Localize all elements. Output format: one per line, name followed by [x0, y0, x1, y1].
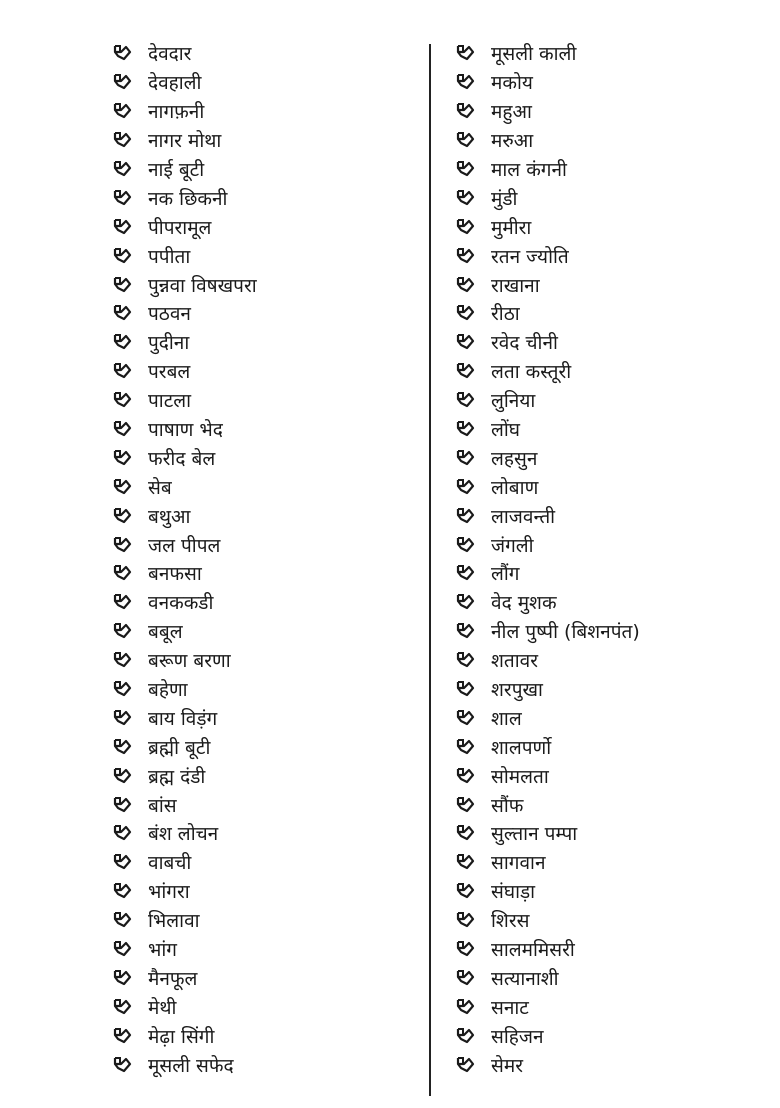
plant-name: सुल्तान पम्पा — [491, 823, 578, 846]
plant-name: वनककडी — [148, 592, 214, 615]
list-item — [455, 386, 640, 415]
list-item — [455, 328, 640, 357]
plant-name: जंगली — [491, 534, 534, 557]
list-item — [112, 501, 257, 530]
plant-name: मुमीरा — [491, 216, 532, 239]
list-item — [455, 588, 640, 617]
list-item — [455, 183, 640, 212]
pointing-arrow-icon — [455, 563, 477, 583]
plant-name: नाई बूटी — [148, 159, 205, 181]
pointing-arrow-icon — [455, 72, 477, 92]
plant-name: सत्यानाशी — [491, 967, 559, 990]
list-item — [455, 964, 640, 993]
pointing-arrow-icon — [112, 332, 134, 352]
pointing-arrow-icon — [455, 650, 477, 670]
plant-name: नागफ़नी — [148, 101, 205, 124]
pointing-arrow-icon — [455, 188, 477, 208]
column-divider — [429, 44, 431, 1096]
pointing-arrow-icon — [455, 217, 477, 237]
pointing-arrow-icon — [455, 795, 477, 815]
pointing-arrow-icon — [112, 592, 134, 612]
pointing-arrow-icon — [455, 823, 477, 843]
list-item — [455, 212, 640, 241]
pointing-arrow-icon — [455, 621, 477, 641]
pointing-arrow-icon — [112, 275, 134, 295]
plant-name: पठवन — [148, 303, 191, 326]
plant-name: देवदार — [148, 43, 192, 66]
list-item — [112, 472, 257, 501]
pointing-arrow-icon — [455, 592, 477, 612]
list-item — [455, 675, 640, 704]
plant-name: सागवान — [491, 852, 546, 875]
list-item — [112, 415, 257, 444]
list-item — [455, 992, 640, 1021]
list-item — [112, 559, 257, 588]
pointing-arrow-icon — [112, 708, 134, 728]
pointing-arrow-icon — [455, 939, 477, 959]
plant-name: बांस — [148, 794, 177, 817]
list-item — [112, 761, 257, 790]
plant-name: राखाना — [491, 274, 540, 297]
pointing-arrow-icon — [112, 448, 134, 468]
list-item — [455, 877, 640, 906]
list-item — [112, 126, 257, 155]
list-item — [112, 183, 257, 212]
pointing-arrow-icon — [112, 130, 134, 150]
pointing-arrow-icon — [455, 881, 477, 901]
list-item — [455, 241, 640, 270]
plant-name: पुन्नवा विषखपरा — [148, 274, 257, 297]
list-item — [112, 646, 257, 675]
pointing-arrow-icon — [455, 535, 477, 555]
pointing-arrow-icon — [455, 506, 477, 526]
plant-name: भांग — [148, 939, 177, 962]
plant-name: बनफसा — [148, 563, 202, 586]
list-item — [112, 790, 257, 819]
plant-name: सोमलता — [491, 765, 549, 788]
pointing-arrow-icon — [455, 419, 477, 439]
plant-name: बरूण बरणा — [148, 650, 231, 673]
pointing-arrow-icon — [455, 708, 477, 728]
list-item — [112, 386, 257, 415]
list-item — [455, 761, 640, 790]
list-item — [455, 790, 640, 819]
pointing-arrow-icon — [112, 217, 134, 237]
plant-name: ब्रह्म दंडी — [148, 765, 206, 788]
pointing-arrow-icon — [112, 852, 134, 872]
list-item — [455, 530, 640, 559]
plant-name: नागर मोथा — [148, 130, 222, 153]
plant-name: सेब — [148, 476, 172, 499]
pointing-arrow-icon — [112, 737, 134, 757]
pointing-arrow-icon — [455, 968, 477, 988]
list-item — [112, 675, 257, 704]
list-item — [112, 155, 257, 184]
plant-name: शतावर — [491, 650, 539, 673]
list-item — [455, 906, 640, 935]
plant-name: जल पीपल — [148, 534, 221, 557]
pointing-arrow-icon — [112, 1055, 134, 1075]
pointing-arrow-icon — [112, 823, 134, 843]
plant-name: शाल — [491, 707, 522, 730]
list-item — [455, 848, 640, 877]
list-item — [455, 155, 640, 184]
pointing-arrow-icon — [112, 1026, 134, 1046]
pointing-arrow-icon — [455, 159, 477, 179]
plant-name: लोंघ — [491, 419, 521, 442]
list-item — [112, 964, 257, 993]
list-item — [112, 848, 257, 877]
plant-name: सनाट — [491, 996, 529, 1019]
pointing-arrow-icon — [112, 910, 134, 930]
list-item — [455, 68, 640, 97]
pointing-arrow-icon — [455, 246, 477, 266]
pointing-arrow-icon — [455, 1026, 477, 1046]
pointing-arrow-icon — [112, 535, 134, 555]
right-plant-list — [455, 39, 640, 1079]
plant-name: बथुआ — [148, 505, 191, 528]
list-item — [112, 299, 257, 328]
plant-name: लौंग — [491, 563, 520, 586]
plant-name: नील पुष्पी (बिशनपंत) — [491, 621, 640, 644]
list-item — [112, 212, 257, 241]
pointing-arrow-icon — [112, 361, 134, 381]
pointing-arrow-icon — [112, 563, 134, 583]
plant-name: भिलावा — [148, 910, 200, 933]
list-item — [455, 97, 640, 126]
plant-name: फरीद बेल — [148, 447, 216, 470]
pointing-arrow-icon — [112, 795, 134, 815]
plant-name: लाजवन्ती — [491, 505, 556, 528]
list-item — [112, 732, 257, 761]
plant-name: पाषाण भेद — [148, 419, 223, 442]
list-item — [455, 501, 640, 530]
list-item — [455, 443, 640, 472]
plant-name: परबल — [148, 361, 191, 384]
list-item — [112, 1050, 257, 1079]
plant-name: बहेणा — [148, 679, 188, 702]
list-item — [112, 935, 257, 964]
pointing-arrow-icon — [112, 390, 134, 410]
plant-name: सौंफ — [491, 794, 524, 817]
plant-name: संघाड़ा — [491, 881, 536, 904]
plant-name: सहिजन — [491, 1025, 544, 1048]
pointing-arrow-icon — [455, 910, 477, 930]
pointing-arrow-icon — [455, 737, 477, 757]
pointing-arrow-icon — [455, 303, 477, 323]
plant-name: लता कस्तूरी — [491, 361, 572, 384]
pointing-arrow-icon — [112, 939, 134, 959]
list-item — [112, 39, 257, 68]
plant-name: शिरस — [491, 910, 530, 933]
plant-name: रतन ज्योति — [491, 245, 569, 268]
pointing-arrow-icon — [112, 101, 134, 121]
plant-name: पीपरामूल — [148, 216, 212, 239]
list-item — [455, 270, 640, 299]
plant-name: नक छिकनी — [148, 187, 228, 210]
pointing-arrow-icon — [455, 275, 477, 295]
pointing-arrow-icon — [112, 650, 134, 670]
list-item — [455, 703, 640, 732]
pointing-arrow-icon — [455, 997, 477, 1017]
pointing-arrow-icon — [455, 43, 477, 63]
pointing-arrow-icon — [455, 679, 477, 699]
plant-name: मेढ़ा सिंगी — [148, 1025, 215, 1048]
plant-name: मूसली सफेद — [148, 1054, 234, 1077]
plant-name: वेद मुशक — [491, 592, 557, 615]
list-item — [112, 588, 257, 617]
list-item — [112, 906, 257, 935]
list-item — [112, 443, 257, 472]
left-plant-list — [112, 39, 257, 1079]
plant-name: बबूल — [148, 621, 183, 644]
pointing-arrow-icon — [455, 361, 477, 381]
pointing-arrow-icon — [112, 679, 134, 699]
pointing-arrow-icon — [112, 72, 134, 92]
list-item — [112, 819, 257, 848]
plant-name: रवेद चीनी — [491, 332, 558, 355]
list-item — [112, 328, 257, 357]
pointing-arrow-icon — [112, 881, 134, 901]
plant-name: मेथी — [148, 996, 177, 1019]
list-item — [455, 732, 640, 761]
list-item — [455, 559, 640, 588]
plant-name: भांगरा — [148, 881, 190, 904]
plant-name: सेमर — [491, 1054, 523, 1077]
plant-name: मकोय — [491, 72, 533, 95]
list-item — [112, 1021, 257, 1050]
pointing-arrow-icon — [112, 506, 134, 526]
list-item — [112, 617, 257, 646]
pointing-arrow-icon — [455, 130, 477, 150]
list-item — [455, 415, 640, 444]
list-item — [112, 270, 257, 299]
pointing-arrow-icon — [455, 852, 477, 872]
list-item — [112, 877, 257, 906]
pointing-arrow-icon — [112, 159, 134, 179]
list-item — [455, 1050, 640, 1079]
pointing-arrow-icon — [455, 448, 477, 468]
pointing-arrow-icon — [112, 968, 134, 988]
plant-name: पुदीना — [148, 332, 190, 355]
plant-name: शालपर्णो — [491, 736, 552, 759]
list-item — [455, 935, 640, 964]
plant-name: मैनफूल — [148, 967, 198, 990]
plant-name: महुआ — [491, 101, 532, 124]
pointing-arrow-icon — [112, 766, 134, 786]
list-item — [112, 357, 257, 386]
plant-name: बाय विड़ंग — [148, 707, 218, 730]
pointing-arrow-icon — [455, 477, 477, 497]
pointing-arrow-icon — [112, 419, 134, 439]
pointing-arrow-icon — [112, 621, 134, 641]
pointing-arrow-icon — [455, 332, 477, 352]
list-item — [455, 39, 640, 68]
list-item — [455, 819, 640, 848]
pointing-arrow-icon — [455, 1055, 477, 1075]
plant-name: शरपुखा — [491, 679, 543, 702]
plant-name: वाबची — [148, 852, 192, 875]
pointing-arrow-icon — [455, 390, 477, 410]
pointing-arrow-icon — [112, 246, 134, 266]
plant-name: सालममिसरी — [491, 939, 575, 962]
plant-name: रीठा — [491, 303, 520, 326]
plant-name: माल कंगनी — [491, 159, 567, 181]
pointing-arrow-icon — [455, 101, 477, 121]
pointing-arrow-icon — [455, 766, 477, 786]
plant-name: पपीता — [148, 245, 191, 268]
plant-name: मरुआ — [491, 130, 534, 153]
list-item — [455, 299, 640, 328]
list-item — [455, 617, 640, 646]
plant-name: लोबाण — [491, 476, 539, 499]
plant-name: ब्रह्मी बूटी — [148, 736, 211, 759]
list-item — [455, 126, 640, 155]
pointing-arrow-icon — [112, 997, 134, 1017]
list-item — [455, 357, 640, 386]
pointing-arrow-icon — [112, 477, 134, 497]
pointing-arrow-icon — [112, 303, 134, 323]
list-item — [112, 241, 257, 270]
plant-name: बंश लोचन — [148, 823, 219, 846]
list-item — [455, 1021, 640, 1050]
plant-name: मुंडी — [491, 187, 518, 210]
plant-name: देवहाली — [148, 72, 202, 95]
list-item — [112, 530, 257, 559]
list-item — [455, 646, 640, 675]
list-item — [455, 472, 640, 501]
list-item — [112, 992, 257, 1021]
plant-name: लुनिया — [491, 390, 536, 413]
plant-name: लहसुन — [491, 447, 538, 470]
list-item — [112, 703, 257, 732]
pointing-arrow-icon — [112, 43, 134, 63]
list-item — [112, 97, 257, 126]
list-item — [112, 68, 257, 97]
plant-name: मूसली काली — [491, 43, 577, 66]
pointing-arrow-icon — [112, 188, 134, 208]
plant-name: पाटला — [148, 390, 192, 413]
